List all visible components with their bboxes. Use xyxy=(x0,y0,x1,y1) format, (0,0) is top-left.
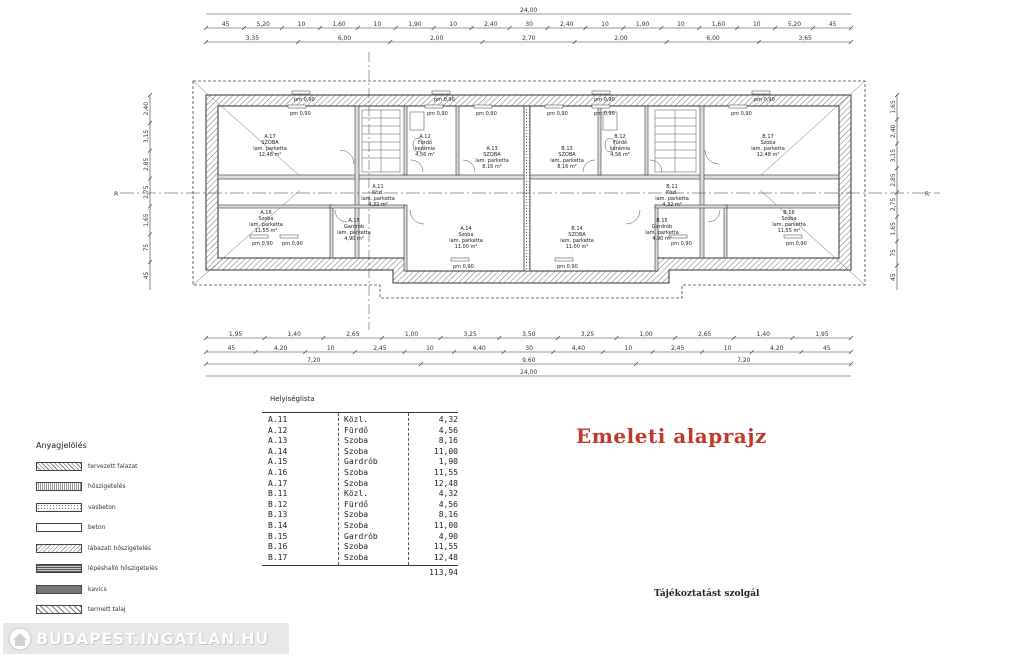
window-label: pm 0,90 xyxy=(453,264,474,270)
room-name: SZOBA xyxy=(483,152,501,158)
room-id-cell: B.11 xyxy=(268,489,288,499)
window-label: pm 0,90 xyxy=(294,97,315,103)
top-dim-a-7: 2,40 xyxy=(484,21,498,28)
room-area: 11,00 m² xyxy=(565,244,589,250)
room-floor: lam. parketta xyxy=(449,238,483,244)
room-area: 4,32 m² xyxy=(662,202,682,208)
section-mark-right: R xyxy=(925,191,930,198)
table-row xyxy=(262,542,458,553)
room-area-cell: 12,48 xyxy=(433,552,458,562)
window-label: pm 0,90 xyxy=(282,241,303,247)
room-name: Szoba xyxy=(760,140,776,146)
left-dim-0: 2,40 xyxy=(143,101,150,116)
room-floor: kerámia xyxy=(414,146,436,152)
legend-item xyxy=(36,456,206,477)
room-name-cell: Fürdő xyxy=(344,499,369,509)
room-id: B.17 xyxy=(762,134,774,140)
top-dim-a-15: 5,20 xyxy=(787,21,802,28)
bottom-dim-b-0: 45 xyxy=(227,345,236,352)
legend-swatch xyxy=(36,564,82,573)
room-id: A.16 xyxy=(260,210,272,216)
room-floor: lam. parketta xyxy=(475,158,509,164)
bottom-dim-a-4: 3,25 xyxy=(463,331,477,338)
room-area-cell: 4,56 xyxy=(438,425,458,435)
bottom-dim-b-3: 2,45 xyxy=(373,345,387,352)
info-note: Tájékoztatást szolgál xyxy=(654,589,760,599)
room-name: Szoba xyxy=(458,232,474,238)
room-name-cell: Gardrób xyxy=(344,531,378,541)
room-list-table xyxy=(262,395,458,577)
room-area-cell: 8,16 xyxy=(438,510,458,520)
room-name-cell: Szoba xyxy=(344,478,369,488)
right-dim-0: 1,65 xyxy=(890,100,897,114)
room-name: Gardrób xyxy=(343,224,365,230)
section-mark-left: R xyxy=(114,191,119,198)
room-id: A.17 xyxy=(264,134,276,140)
room-id: A.11 xyxy=(372,184,384,190)
room-floor: lam. parketta xyxy=(361,196,395,202)
bottom-dim-a-6: 3,25 xyxy=(580,331,595,338)
room-name: Fürdő xyxy=(418,140,432,146)
bottom-dim-c-2: 7,20 xyxy=(737,357,751,364)
room-area: 4,90 m² xyxy=(652,236,672,242)
top-dim-b-1: 6,00 xyxy=(337,35,352,42)
watermark-text: BUDAPEST.INGATLAN.HU xyxy=(36,629,269,648)
bottom-dim-b-2: 10 xyxy=(326,345,335,352)
room-area: 12,48 m² xyxy=(258,152,282,158)
room-name-cell: Közl. xyxy=(344,415,369,424)
left-dim-6: 45 xyxy=(143,271,150,280)
room-name: Közl. xyxy=(372,190,384,196)
window-label: pm 0,90 xyxy=(476,111,497,117)
bottom-dim-b-12: 45 xyxy=(822,345,831,352)
top-dim-a-11: 1,90 xyxy=(635,21,650,28)
house-pin-icon xyxy=(8,627,32,651)
room-name: Szoba xyxy=(258,216,274,222)
room-floor: lam. parketta xyxy=(550,158,584,164)
bottom-dim-b-9: 2,45 xyxy=(670,345,685,352)
top-dim-a-9: 2,40 xyxy=(560,21,574,28)
top-dim-a-12: 10 xyxy=(677,21,685,28)
room-id-cell: A.14 xyxy=(268,446,288,456)
window-label: pm 0,90 xyxy=(434,97,455,103)
room-id: B.13 xyxy=(561,146,573,152)
table-row xyxy=(262,510,458,521)
table-row xyxy=(262,479,458,490)
room-id-cell: A.12 xyxy=(268,425,288,435)
bottom-dim-a-0: 1,95 xyxy=(228,331,243,338)
room-id: B.14 xyxy=(571,226,583,232)
window-label: pm 0,90 xyxy=(754,97,775,103)
room-name: Közl. xyxy=(666,190,678,196)
room-id: B.16 xyxy=(783,210,795,216)
left-dim-4: 1,65 xyxy=(143,213,150,227)
top-dimensions xyxy=(204,7,853,44)
legend-swatch xyxy=(36,605,82,614)
room-area-cell: 11,55 xyxy=(433,467,458,477)
bottom-dim-a-10: 1,95 xyxy=(815,331,829,338)
top-dim-a-6: 10 xyxy=(449,21,458,28)
top-dim-a-10: 10 xyxy=(601,21,609,28)
right-dim-3: 2,85 xyxy=(890,173,897,187)
room-area-cell: 4,56 xyxy=(438,499,458,509)
room-name-cell: Szoba xyxy=(344,467,369,477)
bottom-dim-c-1: 9,60 xyxy=(522,357,536,364)
bottom-dim-a-8: 2,65 xyxy=(698,331,712,338)
room-id-cell: B.16 xyxy=(268,542,288,552)
table-row xyxy=(262,532,458,543)
room-id: A.14 xyxy=(460,226,472,232)
window-label: pm 0,90 xyxy=(547,111,568,117)
legend-label: vasbeton xyxy=(88,503,116,511)
room-name: Gardrób xyxy=(651,224,673,230)
window-label: pm 0,90 xyxy=(594,97,615,103)
table-row xyxy=(262,457,458,468)
room-floor: kerámia xyxy=(609,146,631,152)
room-id-cell: A.17 xyxy=(268,478,288,488)
room-name: Szoba xyxy=(781,216,797,222)
top-dim-a-8: 30 xyxy=(525,21,533,28)
room-name-cell: Szoba xyxy=(344,446,369,456)
room-id-cell: A.11 xyxy=(268,415,288,424)
top-dim-a-1: 5,20 xyxy=(256,21,270,28)
room-area-cell: 11,00 xyxy=(433,520,458,530)
room-list-rows xyxy=(262,412,458,566)
window-label: pm 0,90 xyxy=(557,264,578,270)
window-label: pm 0,90 xyxy=(290,111,311,117)
top-overall-dimension: 24,00 xyxy=(520,7,538,14)
drawing-title: Emeleti alaprajz xyxy=(576,424,767,448)
legend-item xyxy=(36,559,206,580)
right-dim-4: 2,75 xyxy=(890,197,897,212)
room-area: 8,16 m² xyxy=(557,164,577,170)
table-row xyxy=(262,500,458,511)
table-row xyxy=(262,553,458,564)
room-id: B.15 xyxy=(656,218,668,224)
room-area-cell: 12,48 xyxy=(433,478,458,488)
room-area-cell: 11,00 xyxy=(433,446,458,456)
legend-label: lábazati hőszigetelés xyxy=(88,544,152,552)
window-label: pm 0,90 xyxy=(252,241,273,247)
room-area: 4,56 m² xyxy=(415,152,435,158)
room-area-cell: 4,90 xyxy=(438,531,458,541)
legend-label: lépéshalló hőszigetelés xyxy=(88,565,158,573)
table-row xyxy=(262,436,458,447)
left-dim-5: 75 xyxy=(143,243,150,252)
room-list-total-row xyxy=(262,568,458,577)
legend-title: Anyagjelölés xyxy=(36,441,87,450)
room-name-cell: Szoba xyxy=(344,552,369,562)
top-dim-b-2: 2,00 xyxy=(429,35,444,42)
legend-swatch xyxy=(36,503,82,512)
room-name-cell: Szoba xyxy=(344,542,369,552)
room-name-cell: Szoba xyxy=(344,436,369,446)
room-id: B.12 xyxy=(614,134,626,140)
room-id: A.15 xyxy=(348,218,360,224)
room-area: 12,48 m² xyxy=(756,152,780,158)
bottom-dimensions xyxy=(204,331,853,376)
bottom-dim-b-8: 10 xyxy=(624,345,633,352)
right-dim-2: 3,15 xyxy=(890,148,897,163)
room-id: A.13 xyxy=(486,146,498,152)
party-wall xyxy=(524,106,530,271)
window-label: pm 0,90 xyxy=(427,111,448,117)
right-dim-5: 1,65 xyxy=(890,222,897,236)
room-list-title: Helyiséglista xyxy=(270,395,315,403)
legend-label: tervezett falazat xyxy=(88,462,138,470)
top-dim-a-2: 10 xyxy=(297,21,306,28)
bottom-dim-a-7: 1,00 xyxy=(639,331,653,338)
watermark xyxy=(3,623,289,654)
table-row xyxy=(262,447,458,458)
top-dim-a-14: 10 xyxy=(752,21,761,28)
right-dim-6: 75 xyxy=(890,248,897,257)
room-id: B.11 xyxy=(666,184,678,190)
room-id-cell: A.15 xyxy=(268,457,288,467)
room-area-cell: 4,32 xyxy=(438,415,458,424)
left-dim-2: 2,85 xyxy=(143,157,150,172)
right-dim-1: 2,40 xyxy=(890,124,897,138)
room-area: 4,90 m² xyxy=(344,236,364,242)
room-area: 11,00 m² xyxy=(454,244,478,250)
room-area: 11,55 m² xyxy=(777,228,801,234)
room-name-cell: Szoba xyxy=(344,510,369,520)
room-name: Fürdő xyxy=(613,140,627,146)
room-floor: lam. parketta xyxy=(645,230,679,236)
bottom-dim-b-1: 4,20 xyxy=(274,345,288,352)
top-dim-a-16: 45 xyxy=(828,21,837,28)
top-dim-b-0: 3,35 xyxy=(245,35,260,42)
material-legend xyxy=(36,441,206,620)
room-id-cell: B.15 xyxy=(268,531,288,541)
bottom-dim-a-5: 3,50 xyxy=(522,331,536,338)
room-id-cell: B.13 xyxy=(268,510,288,520)
room-floor: lam. parketta xyxy=(560,238,594,244)
top-dim-a-3: 1,60 xyxy=(332,21,346,28)
table-row xyxy=(262,415,458,426)
room-name: SZOBA xyxy=(558,152,576,158)
room-area: 8,16 m² xyxy=(482,164,502,170)
room-id-cell: B.14 xyxy=(268,520,288,530)
top-dim-a-4: 10 xyxy=(373,21,382,28)
room-area-cell: 4,32 xyxy=(438,489,458,499)
window-label: pm 0,90 xyxy=(786,241,807,247)
legend-item xyxy=(36,477,206,498)
room-id: A.12 xyxy=(419,134,431,140)
top-dim-b-5: 6,00 xyxy=(706,35,720,42)
bottom-dim-b-5: 4,40 xyxy=(472,345,486,352)
legend-item xyxy=(36,518,206,539)
room-name: SZOBA xyxy=(261,140,279,146)
room-name-cell: Szoba xyxy=(344,520,369,530)
top-dim-a-5: 1,90 xyxy=(408,21,422,28)
room-area-cell: 8,16 xyxy=(438,436,458,446)
room-name-cell: Fürdő xyxy=(344,425,369,435)
top-dim-a-0: 45 xyxy=(221,21,230,28)
bottom-dim-b-4: 10 xyxy=(426,345,434,352)
top-dim-b-6: 3,65 xyxy=(798,35,812,42)
legend-item xyxy=(36,579,206,600)
right-dim-7: 45 xyxy=(890,273,897,282)
bottom-dim-b-10: 10 xyxy=(723,345,732,352)
legend-item xyxy=(36,497,206,518)
legend-swatch xyxy=(36,585,82,594)
room-id-cell: B.17 xyxy=(268,552,288,562)
top-dim-b-4: 2,00 xyxy=(614,35,628,42)
bottom-dim-c-0: 7,20 xyxy=(307,357,321,364)
table-row xyxy=(262,521,458,532)
legend-swatch xyxy=(36,544,82,553)
bottom-dim-a-1: 1,40 xyxy=(287,331,301,338)
legend-label: hőszigetelés xyxy=(88,483,126,491)
legend-item xyxy=(36,600,206,621)
room-floor: lam. parketta xyxy=(253,146,287,152)
left-dim-3: 2,75 xyxy=(143,185,150,199)
room-area: 4,32 m² xyxy=(368,202,388,208)
bottom-dim-b-11: 4,20 xyxy=(770,345,784,352)
room-id-cell: A.13 xyxy=(268,436,288,446)
room-floor: lam. parketta xyxy=(337,230,371,236)
table-row xyxy=(262,468,458,479)
legend-item xyxy=(36,538,206,559)
room-id-cell: B.12 xyxy=(268,499,288,509)
legend-label: kavics xyxy=(88,585,107,593)
room-area: 11,55 m² xyxy=(254,228,278,234)
room-floor: lam. parketta xyxy=(655,196,689,202)
bottom-dim-b-6: 30 xyxy=(525,345,533,352)
room-area-cell: 11,55 xyxy=(433,542,458,552)
room-name: SZOBA xyxy=(568,232,586,238)
top-dim-b-3: 2,70 xyxy=(522,35,536,42)
legend-swatch xyxy=(36,462,82,471)
legend-label: beton xyxy=(88,524,106,532)
room-area: 4,56 m² xyxy=(610,152,630,158)
left-dim-1: 3,15 xyxy=(143,129,150,144)
room-list-total: 113,94 xyxy=(429,568,458,578)
window-label: pm 0,90 xyxy=(731,111,752,117)
room-floor: lam. parketta xyxy=(751,146,785,152)
window-label: pm 0,90 xyxy=(594,111,615,117)
room-name-cell: Gardrób xyxy=(344,457,378,467)
window-label: pm 0,90 xyxy=(671,241,692,247)
room-id-cell: A.16 xyxy=(268,467,288,477)
room-name-cell: Közl. xyxy=(344,489,369,499)
bottom-dim-b-7: 4,40 xyxy=(571,345,586,352)
room-floor: lam. parketta xyxy=(249,222,283,228)
legend-swatch xyxy=(36,482,82,491)
table-row xyxy=(262,489,458,500)
room-floor: lam. parketta xyxy=(772,222,806,228)
bottom-dim-a-9: 1,40 xyxy=(756,331,771,338)
top-dim-a-13: 1,60 xyxy=(711,21,726,28)
bottom-dim-a-2: 2,65 xyxy=(346,331,360,338)
bottom-overall-dimension: 24,00 xyxy=(520,369,538,376)
legend-swatch xyxy=(36,523,82,532)
bottom-dim-a-3: 1,00 xyxy=(404,331,419,338)
table-row xyxy=(262,426,458,437)
legend-label: termett talaj xyxy=(88,606,126,614)
room-area-cell: 1,90 xyxy=(438,457,458,467)
